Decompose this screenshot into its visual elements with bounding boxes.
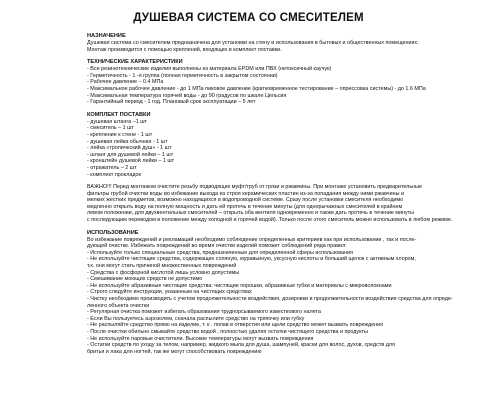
list-item: - Максимальное рабочее давление - до 1 МПа пиковое давление (кратковременное тестирование – опрессовка системы) - до 1.6 МПа bbox=[87, 85, 426, 92]
list-item: - Герметичность - 1 -я группа (полная герметичность в закрытом состоянии) bbox=[87, 72, 278, 79]
list-item: - Рабочее давление – 0.4 МПа bbox=[87, 79, 164, 86]
list-item: - шланг для душевой лейки – 1 шт bbox=[87, 151, 174, 158]
page-title: ДУШЕВАЯ СИСТЕМА СО СМЕСИТЕЛЕМ bbox=[133, 12, 364, 24]
list-item: - Максимальная температура горячей воды - до 90 градусов по шкале Цельсия bbox=[87, 92, 287, 99]
list-item: бритья и лака для ногтей, так же могут способствовать повреждению bbox=[87, 348, 262, 355]
purpose-heading: НАЗНАЧЕНИЕ bbox=[87, 33, 126, 39]
warning-line: левом положении, для двухвентильных смесителей – открыть оба вентиля одновременно и также дать протечь в течение минуты bbox=[87, 210, 414, 217]
purpose-section bbox=[87, 33, 490, 53]
list-item: ленного объекта очистки bbox=[87, 302, 150, 309]
list-item: - комплект прокладок bbox=[87, 171, 141, 178]
list-item: - Не используйте паровые очистители. Высокие температуры могут вызвать повреждения bbox=[87, 335, 314, 342]
list-item: - После очистки обильно смывайте средство водой , полностью удаляя остатки чистящего средства и продукты bbox=[87, 328, 368, 335]
kit-list bbox=[87, 119, 490, 178]
usage-heading: ИСПОЛЬЗОВАНИЕ bbox=[87, 229, 139, 236]
warning-section bbox=[87, 184, 490, 224]
warning-line: мелких жестких предметов, возможно находящихся в водопроводной системе. Сразу после установки смесителя необходимо bbox=[87, 197, 404, 204]
list-item: - Строго следуйте инструкции, указанным на чистящих средствах bbox=[87, 289, 252, 296]
list-item: - Все резинотехнические изделия выполнены из материала EPDM или ПВХ (нетоксичный каучук) bbox=[87, 66, 332, 73]
purpose-line: Монтаж производится с помощью креплений, входящих в комплект поставки. bbox=[87, 46, 282, 53]
warning-line: фильтры грубой очистки воды во избежание выхода из строя керамических пластин из-за попадания между ними ржавчины и bbox=[87, 190, 404, 197]
usage-list bbox=[87, 250, 490, 356]
list-item: - Не используйте чистящие средства, содержащих соляную, муравьиную, уксусную кислоты и больший щелок с активным хлором, bbox=[87, 256, 416, 263]
purpose-line: Душевая система со смесителем предназначена для установки на стену и использования в бытовых и общественных помещениях. bbox=[87, 40, 419, 46]
kit-section bbox=[87, 112, 490, 178]
list-item: - Смешивание моющих средств не допустимо bbox=[87, 276, 203, 283]
list-item: - отражатель – 2 шт bbox=[87, 164, 137, 171]
specs-heading: ТЕХНИЧЕСКИЕ ХАРАКТЕРИСТИКИ bbox=[87, 59, 183, 66]
list-item: - смеситель – 1 шт bbox=[87, 125, 134, 132]
list-item: - душевая лейка обычная - 1 шт bbox=[87, 138, 168, 145]
list-item: - лейка «тропический душ» - 1 шт bbox=[87, 145, 172, 152]
usage-intro-line: дующей очистке. Избежать повреждений во время очистки изделий поможет соблюдений ряда правил: bbox=[87, 243, 347, 250]
kit-heading: КОМПЛЕКТ ПОСТАВКИ bbox=[87, 111, 151, 118]
specs-list bbox=[87, 66, 490, 106]
list-item: - Остатки средств по уходу за телом, например, жидкого мыла для душа, шампуней, краски для волос, духов, средств для bbox=[87, 342, 395, 349]
list-item: - душевая штанга –1 шт bbox=[87, 118, 148, 125]
warning-line: медленно открыть воду на полную мощность и дать ей протечь в течение минуты (для однорычажных смесителей в крайнем bbox=[87, 203, 403, 210]
list-item: - Чистку необходимо производить с учетом продолжительности воздействия, дозировки и продолжительности воздействия средства для опреде- bbox=[87, 296, 453, 302]
usage-intro-line: Во избежание повреждений и рекламаций необходимо соблюдение определенных критериев как при использовании , так и после- bbox=[87, 236, 417, 243]
specs-section bbox=[87, 59, 490, 106]
list-item: - Гарантийный период - 1 год. Плановый срок эксплуатации – 5 лет bbox=[87, 99, 256, 106]
list-item: - кронштейн душевой лейки – 1 шт bbox=[87, 158, 175, 165]
usage-section bbox=[87, 230, 490, 356]
warning-line: с последующим переводом в положение между холодной и горячей водой). Только после этого смеситель можно использовать в любом режиме. bbox=[87, 217, 453, 224]
list-item: - Регулярная очистка поможет избегать образования труднорсываемого известкового налета bbox=[87, 309, 321, 316]
list-item: - Используйте только специальные средства, предназначенные для определенной сферы использования bbox=[87, 249, 353, 256]
list-item: - Средства с фосфорной кислотой лишь условно допустимы bbox=[87, 269, 240, 276]
list-item: т.к. они могут стать причиной множественных повреждений bbox=[87, 263, 237, 270]
list-item: - крепление к стене - 1 шт bbox=[87, 131, 153, 138]
list-item: - Не используйте абразивные чистящие средства: чистящие порошки, абразивные губки и материалы с микроволокнами bbox=[87, 282, 392, 289]
list-item: - Не распыляйте средство прямо на изделие, т. к . попав в отверстия или щели средство может вызвать повреждения bbox=[87, 322, 384, 329]
warning-line: ВАЖНО!!! Перед монтажом очистите резьбу подводящих муфт/труб от грязи и ржавчины. При монтаже установить предварительные bbox=[87, 184, 422, 191]
list-item: - Если Вы пользуетесь аэрозолем, сначала распылите средство на тряпочку или губку bbox=[87, 315, 305, 322]
